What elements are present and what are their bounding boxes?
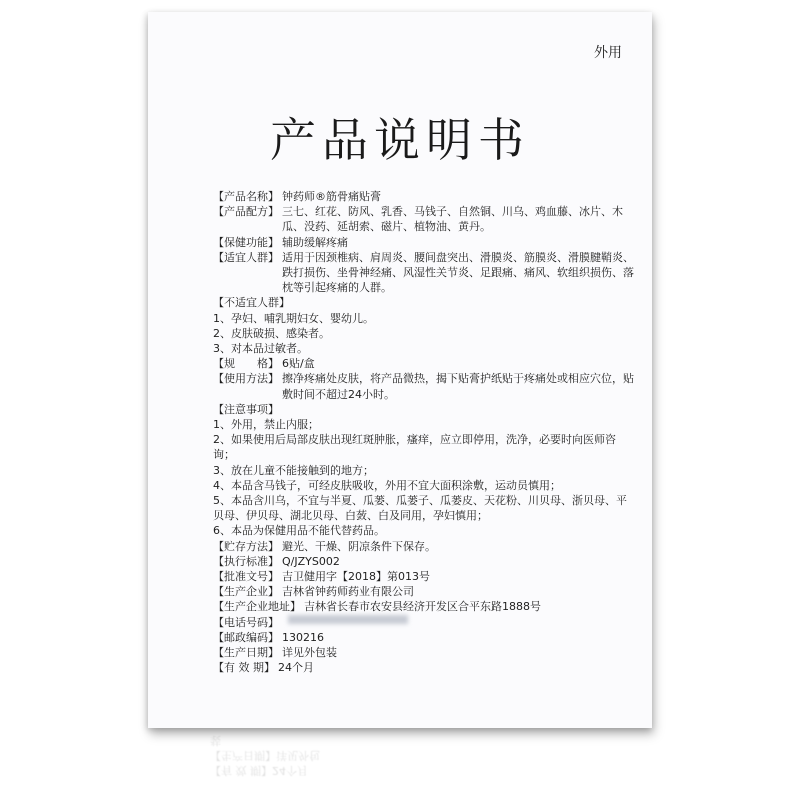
spec-row (213, 311, 634, 326)
spec-value: 6贴/盒 (282, 357, 315, 371)
instruction-sheet (148, 12, 652, 728)
spec-label: 【适宜人群】 (213, 250, 279, 264)
spec-label: 【邮政编码】 (213, 630, 279, 644)
spec-row (213, 371, 634, 401)
spec-label: 【使用方法】 (213, 372, 279, 386)
spec-row (213, 432, 634, 462)
spec-value: 三七、红花、防风、乳香、马钱子、自然铜、川乌、鸡血藤、冰片、木瓜、没药、延胡索、磁片、植物油、黄丹。 (282, 205, 623, 234)
spec-row (213, 660, 634, 675)
spec-row (213, 493, 634, 523)
list-item: 1、孕妇、哺乳期妇女、婴幼儿。 (213, 311, 374, 325)
spec-row (213, 204, 634, 234)
spec-value: 钟药师®筋骨痛贴膏 (282, 190, 381, 203)
spec-value: 吉卫健用字【2018】第013号 (282, 570, 430, 584)
spec-label: 【注意事项】 (213, 402, 279, 416)
spec-row (213, 478, 634, 493)
spec-row (213, 523, 634, 538)
spec-label: 【不适宜人群】 (213, 296, 290, 310)
spec-value: Q/JZYS002 (282, 554, 340, 568)
spec-label: 【产品配方】 (213, 205, 279, 219)
spec-row (213, 235, 634, 250)
spec-value (279, 402, 282, 417)
spec-row (213, 584, 634, 599)
list-item: 5、本品含川乌，不宜与半夏、瓜蒌、瓜蒌子、瓜蒌皮、天花粉、川贝母、浙贝母、平贝母、伊贝母、湖北贝母、白蔹、白及同用，孕妇慎用； (213, 494, 627, 523)
spec-row (213, 539, 634, 554)
spec-row (213, 417, 634, 432)
spec-value (279, 615, 282, 630)
spec-value (290, 295, 293, 310)
list-item: 2、皮肤破损、感染者。 (213, 326, 330, 340)
spec-label: 【批准文号】 (213, 570, 279, 584)
spec-label: 【电话号码】 (213, 615, 279, 629)
spec-row (213, 615, 634, 630)
spec-value: 擦净疼痛处皮肤，将产品微热，揭下贴膏护纸贴于疼痛处或相应穴位，贴敷时间不超过24小时。 (282, 372, 634, 401)
sheet-reflection: 【有 效 期】24个月 【生产日期】详见外包装 (210, 734, 320, 777)
list-item: 6、本品为保健用品不能代替药品。 (213, 524, 385, 538)
spec-row (213, 599, 634, 614)
spec-row (213, 250, 634, 296)
list-item: 3、放在儿童不能接触到的地方； (213, 463, 374, 477)
spec-value: 详见外包装 (282, 646, 337, 660)
spec-value: 辅助缓解疼痛 (282, 235, 348, 249)
spec-row (213, 356, 634, 371)
spec-value: 避光、干燥、阴凉条件下保存。 (282, 539, 436, 553)
spec-label: 【保健功能】 (213, 235, 279, 249)
spec-label: 【执行标准】 (213, 554, 279, 568)
spec-value: 130216 (282, 630, 324, 644)
spec-row (213, 463, 634, 478)
spec-label: 【生产日期】 (213, 646, 279, 660)
spec-value: 适用于因颈椎病、肩周炎、腰间盘突出、滑膜炎、筋膜炎、滑膜腱鞘炎、跌打损伤、坐骨神经痛、风湿性关节炎、足跟痛、痛风、软组织损伤、落枕等引起疼痛的人群。 (282, 250, 634, 295)
blurred-phone (288, 615, 408, 624)
spec-label: 【规 格】 (213, 357, 279, 371)
spec-label: 【有 效 期】 (213, 661, 275, 675)
list-item: 2、如果使用后局部皮肤出现红斑肿胀，瘙痒，应立即停用，洗净，必要时向医师咨询； (213, 433, 616, 462)
spec-row (213, 402, 634, 417)
spec-row (213, 341, 634, 356)
spec-label: 【贮存方法】 (213, 539, 279, 553)
spec-row (213, 554, 634, 569)
spec-row (213, 630, 634, 645)
instruction-body (213, 189, 634, 676)
spec-row (213, 645, 634, 660)
spec-row (213, 569, 634, 584)
list-item: 1、外用，禁止内服； (213, 418, 319, 432)
spec-value: 吉林省长春市农安县经济开发区合平东路1888号 (304, 600, 541, 614)
spec-row (213, 295, 634, 310)
page-title: 产品说明书 (270, 113, 530, 167)
spec-label: 【生产企业地址】 (213, 600, 301, 614)
spec-row (213, 189, 634, 204)
spec-label: 【产品名称】 (213, 190, 279, 203)
spec-label: 【生产企业】 (213, 585, 279, 599)
spec-row (213, 326, 634, 341)
list-item: 4、本品含马钱子，可经皮肤吸收，外用不宜大面积涂敷，运动员慎用； (213, 478, 561, 492)
spec-value: 吉林省钟药师药业有限公司 (282, 585, 414, 599)
spec-value: 24个月 (278, 661, 314, 675)
list-item: 3、对本品过敏者。 (213, 342, 308, 356)
usage-mark: 外用 (594, 45, 622, 61)
